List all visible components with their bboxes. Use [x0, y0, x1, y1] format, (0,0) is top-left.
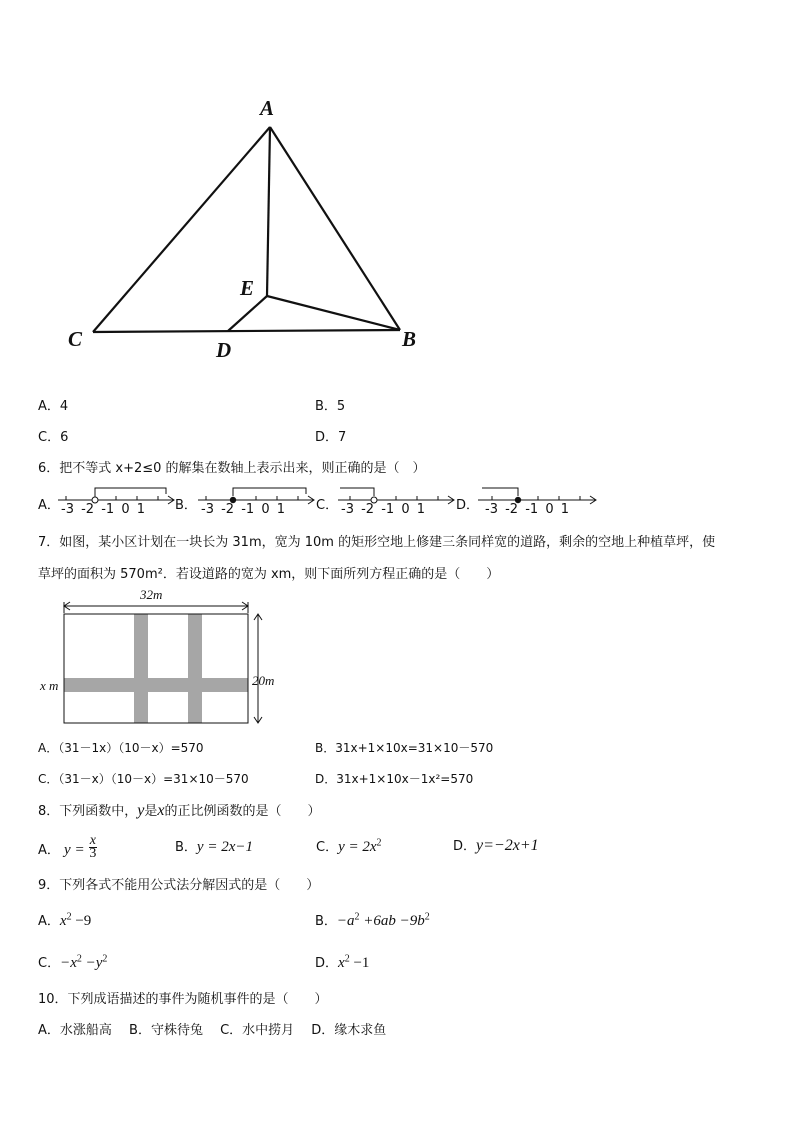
- q5-option-c: C．6: [38, 430, 69, 445]
- q7-label-left: x m: [40, 678, 59, 693]
- q10-stem: 10．下列成语描述的事件为随机事件的是（ ）: [38, 992, 328, 1007]
- q8-stem: 8．下列函数中，y是x的正比例函数的是（ ）: [38, 802, 321, 819]
- vertex-label-c: C: [68, 327, 83, 351]
- q6-option-a-letter: A．: [38, 498, 60, 513]
- q7-option-d: D．31x+1×10x－1x²=570: [315, 772, 474, 786]
- q9-option-c: C．$-x^2 -y^2$: [38, 953, 108, 971]
- q7-stem-line2: 草坪的面积为 570m²．若设道路的宽为 xm，则下面所列方程正确的是（ ）: [38, 567, 500, 582]
- q9-stem: 9．下列各式不能用公式法分解因式的是（ ）: [38, 878, 320, 893]
- q7-label-top: 32m: [140, 587, 163, 602]
- q7-stem-line1: 7．如图，某小区计划在一块长为 31m，宽为 10m 的矩形空地上修建三条同样宽的道路，剩余的空地上种植草坪，使: [38, 535, 716, 550]
- q6-option-d-letter: D．: [456, 498, 480, 513]
- q7-option-b: B．31x+1×10x=31×10－570: [315, 741, 494, 755]
- q5-option-d: D．7: [315, 430, 347, 445]
- q6-option-b-letter: B．: [175, 498, 197, 513]
- q8-option-d: D．y=−2x+1: [453, 837, 539, 854]
- q9-option-a: A．$x^2 -9$: [38, 911, 92, 929]
- q7-road-figure: [60, 595, 300, 735]
- q6-ticks-c: -3 -2 -1 0 1: [341, 502, 426, 517]
- q6-option-c-letter: C．: [316, 498, 339, 513]
- vertex-label-d: D: [216, 338, 232, 362]
- q6-ticks-d: -3 -2 -1 0 1: [485, 502, 570, 517]
- q6-ticks-b: -3 -2 -1 0 1: [201, 502, 286, 517]
- q5-option-b: B．5: [315, 399, 346, 414]
- vertex-label-e: E: [240, 276, 255, 300]
- q10-options: A．水涨船高 B．守株待兔 C．水中捞月 D．缘木求鱼: [38, 1023, 387, 1038]
- q8-option-c: C．$y = 2x^2$: [316, 837, 382, 855]
- q8-option-b: B．y = 2x−1: [175, 839, 253, 855]
- q7-option-c: C．（31－x）（10－x）=31×10－570: [38, 772, 249, 786]
- q7-option-a: A．（31－1x）（10－x）=570: [38, 741, 204, 755]
- q6-stem: 6．把不等式 x+2≤0 的解集在数轴上表示出来，则正确的是（ ）: [38, 461, 426, 476]
- vertex-label-b: B: [402, 327, 417, 351]
- q9-option-d: D．$x^2 -1$: [315, 953, 370, 971]
- q9-option-b: B．$-a^2 +6ab -9b^2$: [315, 911, 430, 929]
- q5-option-a: A．4: [38, 399, 69, 414]
- q6-ticks-a: -3 -2 -1 0 1: [61, 502, 146, 517]
- q7-label-right: 20m: [252, 673, 275, 688]
- vertex-label-a: A: [260, 96, 275, 120]
- q8-option-a: A． y = $\frac{x}{3}$: [38, 833, 97, 861]
